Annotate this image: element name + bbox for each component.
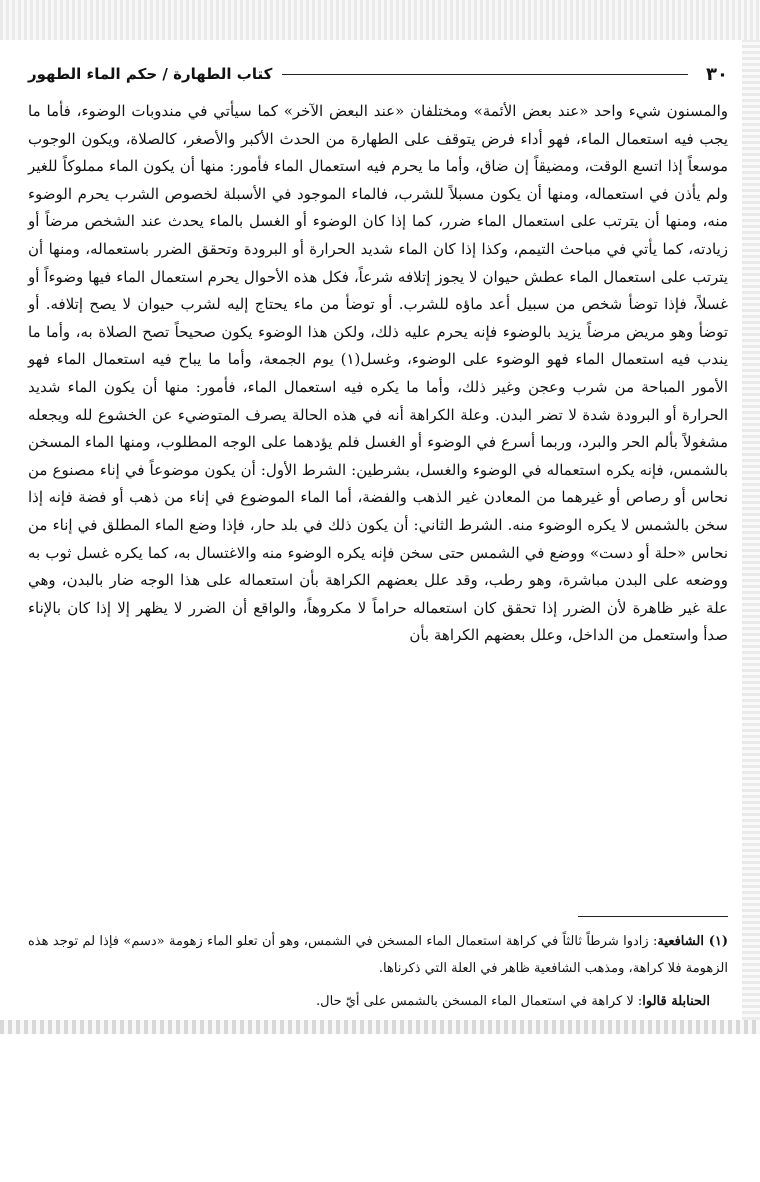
footnote-label: الحنابلة قالوا <box>642 994 710 1009</box>
header-title: كتاب الطهارة / حكم الماء الطهور <box>28 65 273 83</box>
main-text <box>28 98 728 650</box>
footnotes <box>28 928 728 1015</box>
page-border-top <box>0 0 760 40</box>
footnote-label: (١) الشافعية <box>657 934 728 949</box>
running-header <box>28 60 728 88</box>
footnote-hanbali <box>28 988 728 1015</box>
footnote-separator <box>578 916 728 917</box>
page-border-right <box>742 40 760 1020</box>
footnote-text: : زادوا شرطاً ثالثاً في كراهة استعمال الماء المسخن في الشمس، وهو أن تعلو الماء زهومة «دسم» فإذا لم توجد هذه الزهومة فلا كراهة، ومذهب الشافعية ظاهر في العلة التي ذكرناها. <box>28 934 728 976</box>
footnote-shafii <box>28 928 728 982</box>
footnote-text: : لا كراهة في استعمال الماء المسخن بالشمس على أيّ حال. <box>316 994 643 1009</box>
page-number: ٣٠ <box>706 63 728 85</box>
page-border-bottom <box>0 1020 760 1034</box>
body-paragraph: والمسنون شيء واحد «عند بعض الأئمة» ومختلفان «عند البعض الآخر» كما سيأتي في مندوبات الوضوء، فأما ما يجب فيه استعمال الماء، فهو أداء فرض يتوقف على الطهارة من الحدث الأكبر والأصغر، كالصلاة، ويكون الوجوب موسعاً إذا اتسع الوقت، ومضيقاً إن ضاق، وأما ما يحرم فيه استعمال الماء فأمور: منها أن يكون الماء مملوكاً للغير ولم يأذن في استعماله، ومنها أن يكون مسبلاً للشرب، فالماء الموجود في الأسبلة لخصوص الشرب يحرم الوضوء منه، ومنها أن يترتب على استعمال الماء ضرر، كما إذا كان الوضوء أو الغسل بالماء يحدث عند الشخص مرضاً أو زيادته، كما يأتي في مباحث التيمم، وكذا إذا كان الماء شديد الحرارة أو البرودة وتحقق الضرر باستعماله، ومنها أن يترتب على استعمال الماء عطش حيوان لا يجوز إتلافه شرعاً، فكل هذه الأحوال يحرم استعمال الماء فيها وضوءاً أو غسلاً، فإذا توضأ شخص من سبيل أعد ماؤه للشرب. أو توضأ من ماء يحتاج إليه لشرب حيوان لا يصح إتلافه. أو توضأ وهو مريض مرضاً يزيد بالوضوء فإنه يحرم عليه ذلك، ولكن هذا الوضوء يكون صحيحاً تصح الصلاة به، وأما ما يندب فيه استعمال الماء فهو الوضوء على الوضوء، وغسل(١) يوم الجمعة، وأما ما يباح فيه استعمال الماء فهو الأمور المباحة من شرب وعجن وغير ذلك، وأما ما يكره فيه استعمال الماء، فأمور: منها أن يكون الماء شديد الحرارة أو البرودة شدة لا تضر البدن. وعلة الكراهة أنه في هذه الحالة يصرف المتوضيء عن الخشوع لله ويجعله مشغولاً بألم الحر والبرد، وربما أسرع في الوضوء أو الغسل فلم يؤدهما على الوجه المطلوب، ومنها الماء المسخن بالشمس، فإنه يكره استعماله في الوضوء والغسل، بشرطين: الشرط الأول: أن يكون موضوعاً في إناء مصنوع من نحاس أو رصاص أو غيرهما من المعادن غير الذهب والفضة، أما الماء الموضوع في إناء من ذهب أو فضة فإنه إذا سخن بالشمس لا يكره الوضوء منه. الشرط الثاني: أن يكون ذلك في بلد حار، فإذا وضع الماء المطلق في إناء من نحاس «حلة أو دست» ووضع في الشمس حتى سخن فإنه يكره الوضوء منه والاغتسال به، كما يكره غسل ثوب به ووضعه على البدن مباشرة، وهو رطب، وقد علل بعضهم الكراهة بأن استعماله على هذا الوجه ضار بالبدن، وهي علة غير ظاهرة لأن الضرر إذا تحقق كان استعماله حراماً لا مكروهاً، والواقع أن الضرر لا يظهر إلا إذا كان بالإناء صدأ واستعمل من الداخل، وعلل بعضهم الكراهة بأن <box>28 102 729 645</box>
header-rule <box>282 74 688 75</box>
